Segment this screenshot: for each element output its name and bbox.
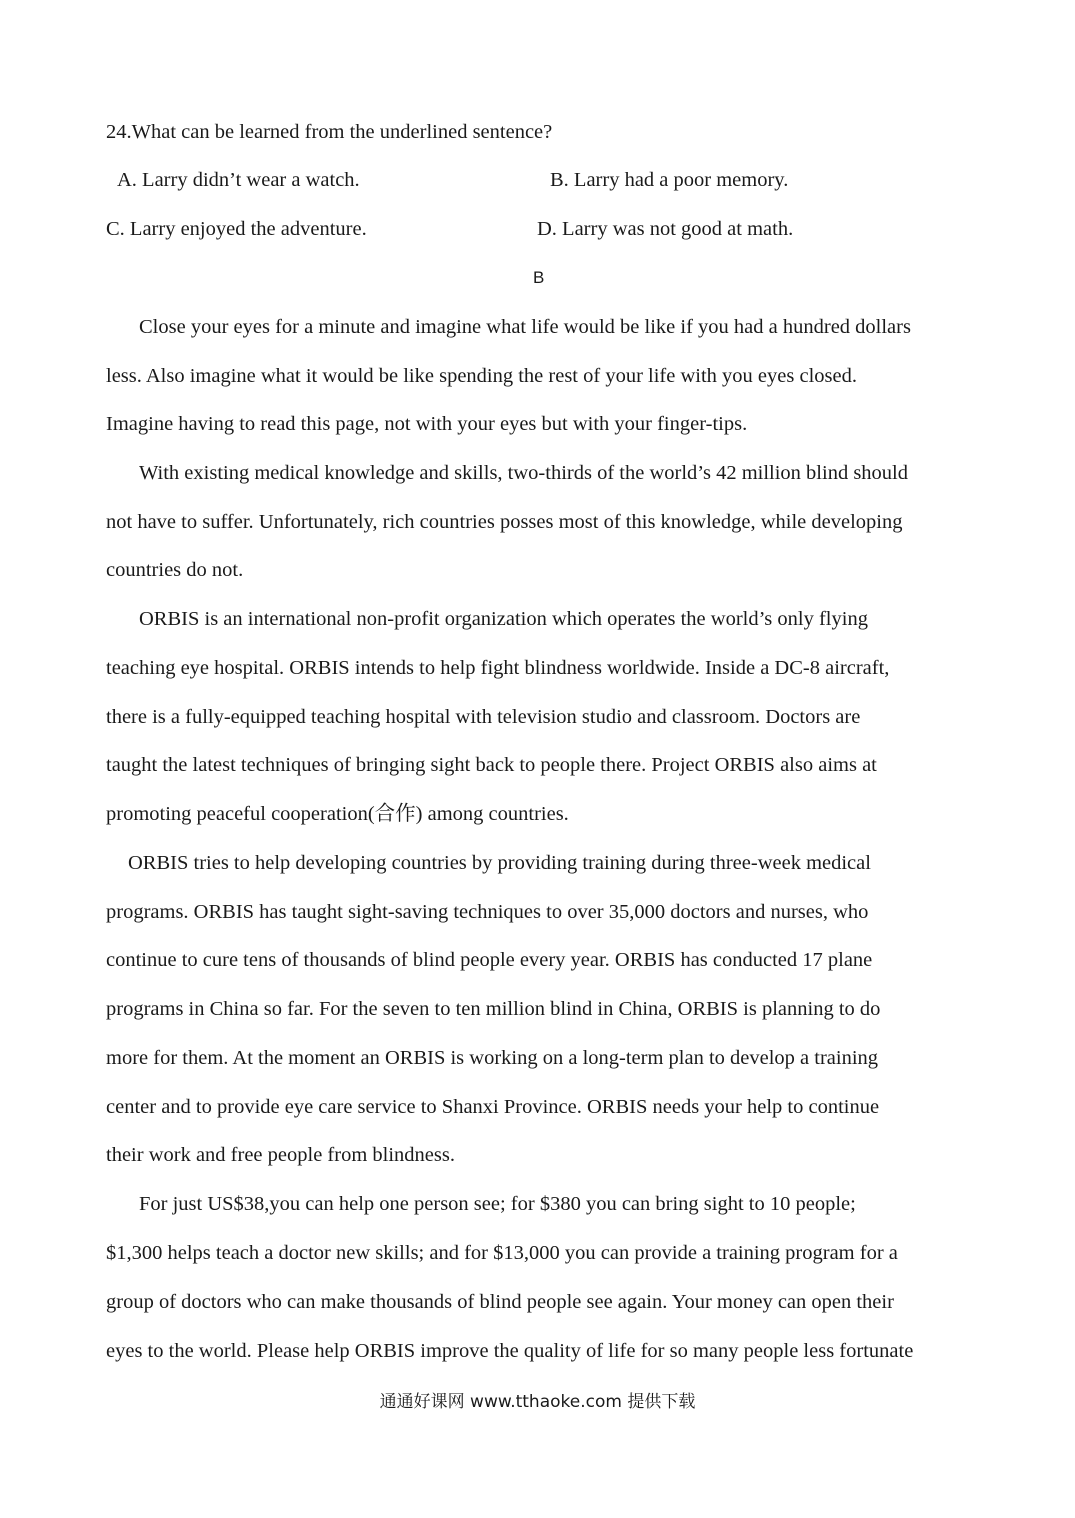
- paragraph-3-line-4: taught the latest techniques of bringing sight back to people there. Project ORBIS also aims at: [106, 754, 877, 776]
- paragraph-2-line-1: With existing medical knowledge and skills, two-thirds of the world’s 42 million blind should: [139, 462, 908, 484]
- paragraph-2-line-3: countries do not.: [106, 559, 244, 581]
- paragraph-4-line-7: their work and free people from blindness.: [106, 1144, 455, 1166]
- option-b: B. Larry had a poor memory.: [550, 169, 789, 191]
- paragraph-5-line-1: For just US$38,you can help one person see; for $380 you can bring sight to 10 people;: [139, 1193, 856, 1215]
- paragraph-3-line-2: teaching eye hospital. ORBIS intends to help fight blindness worldwide. Inside a DC-8 aircraft,: [106, 657, 890, 679]
- paragraph-3-line-3: there is a fully-equipped teaching hospital with television studio and classroom. Doctors are: [106, 706, 861, 728]
- paragraph-4-line-6: center and to provide eye care service to Shanxi Province. ORBIS needs your help to continue: [106, 1096, 880, 1118]
- paragraph-4-line-4: programs in China so far. For the seven to ten million blind in China, ORBIS is planning to do: [106, 998, 881, 1020]
- paragraph-5-line-4: eyes to the world. Please help ORBIS improve the quality of life for so many people less fortunate: [106, 1340, 914, 1362]
- option-d: D. Larry was not good at math.: [537, 218, 794, 240]
- paragraph-4-line-1: ORBIS tries to help developing countries by providing training during three-week medical: [128, 852, 871, 874]
- paragraph-1-line-3: Imagine having to read this page, not with your eyes but with your finger-tips.: [106, 413, 748, 435]
- option-a: A. Larry didn’t wear a watch.: [117, 169, 360, 191]
- section-heading: B: [533, 268, 545, 287]
- paragraph-3-line-5: promoting peaceful cooperation(合作) among countries.: [106, 803, 569, 825]
- question-stem: 24.What can be learned from the underlined sentence?: [106, 121, 553, 143]
- paragraph-4-line-3: continue to cure tens of thousands of blind people every year. ORBIS has conducted 17 plane: [106, 949, 873, 971]
- paragraph-4-line-5: more for them. At the moment an ORBIS is working on a long-term plan to develop a training: [106, 1047, 879, 1069]
- page-footer: 通通好课网 www.tthaoke.com 提供下载: [379, 1392, 696, 1412]
- paragraph-5-line-3: group of doctors who can make thousands of blind people see again. Your money can open their: [106, 1291, 894, 1313]
- option-c: C. Larry enjoyed the adventure.: [106, 218, 367, 240]
- paragraph-3-line-1: ORBIS is an international non-profit organization which operates the world’s only flying: [139, 608, 868, 630]
- paragraph-1-line-2: less. Also imagine what it would be like spending the rest of your life with you eyes closed.: [106, 365, 857, 387]
- paragraph-1-line-1: Close your eyes for a minute and imagine what life would be like if you had a hundred dollars: [139, 316, 911, 338]
- paragraph-5-line-2: $1,300 helps teach a doctor new skills; and for $13,000 you can provide a training program for a: [106, 1242, 898, 1264]
- paragraph-4-line-2: programs. ORBIS has taught sight-saving techniques to over 35,000 doctors and nurses, who: [106, 901, 869, 923]
- paragraph-2-line-2: not have to suffer. Unfortunately, rich countries posses most of this knowledge, while developing: [106, 511, 903, 533]
